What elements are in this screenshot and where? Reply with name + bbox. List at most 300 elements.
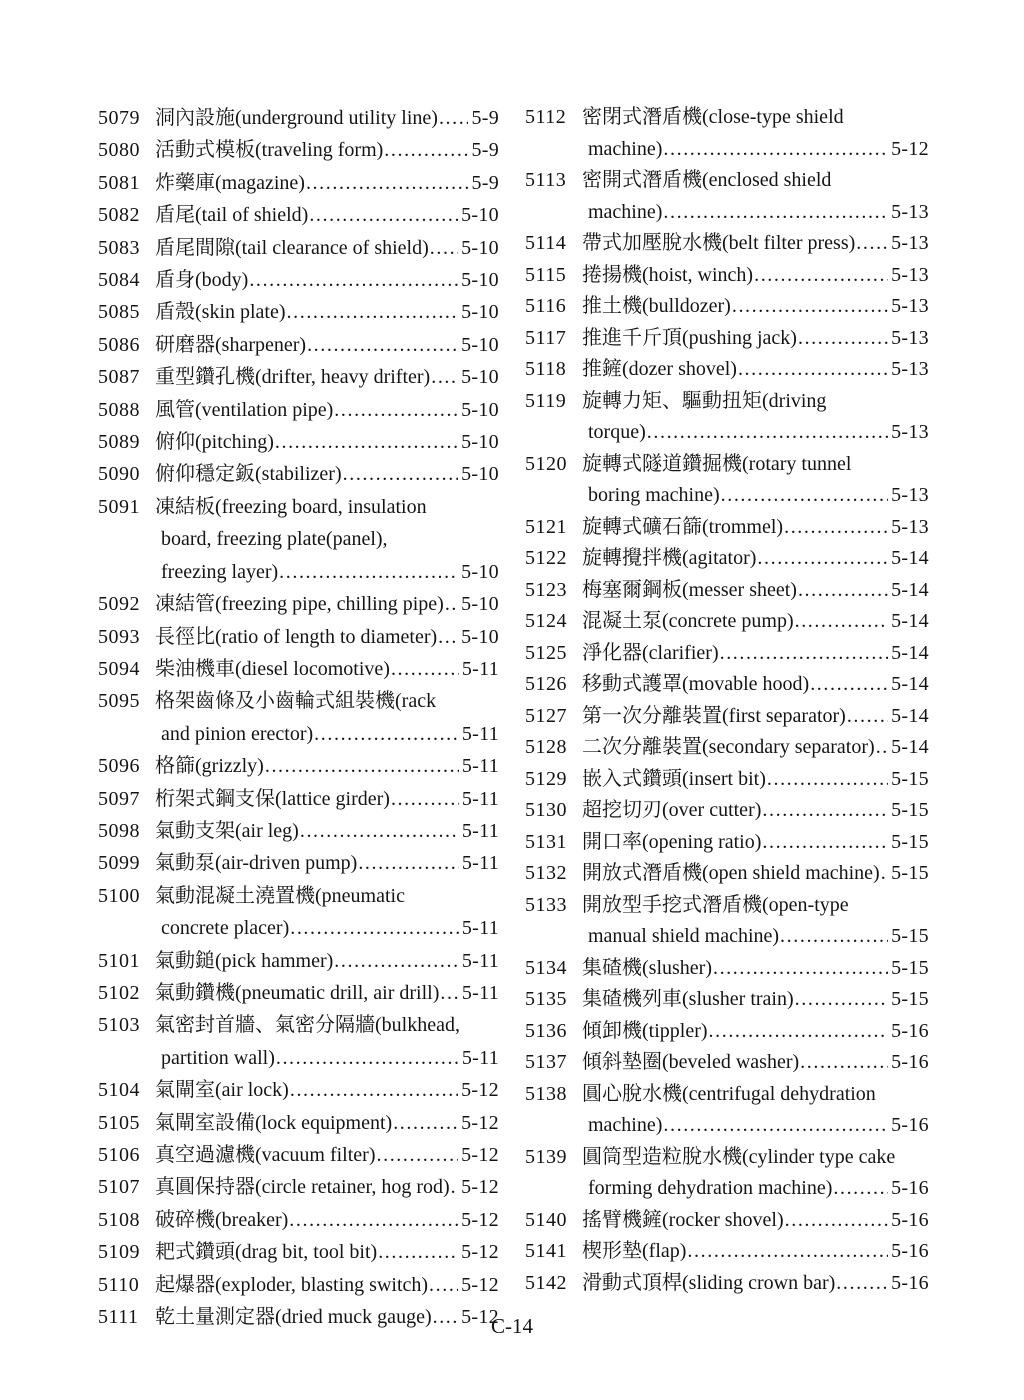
entry-number: 5092: [98, 593, 140, 616]
dot-leader: [836, 1268, 888, 1300]
dot-leader: [377, 1139, 459, 1171]
entry-number: 5110: [98, 1273, 140, 1296]
entry-line: [98, 264, 499, 296]
entry-line: [525, 102, 929, 134]
entry-term: 旋轉式隧道鑽掘機(rotary tunnel: [582, 452, 852, 475]
entry-term: 格架齒條及小齒輪式組裝機(rack: [155, 690, 437, 713]
entry-page-ref: 5-15: [891, 799, 929, 821]
entry-page-ref: 5-10: [461, 269, 499, 292]
entry-line: [525, 323, 929, 355]
entry-line: [525, 1110, 929, 1142]
entry-number: 5112: [525, 106, 567, 128]
entry-line: [98, 296, 499, 328]
index-entry: [525, 323, 929, 355]
dot-leader: [663, 134, 888, 166]
entry-term: and pinion erector): [161, 722, 314, 745]
page-number: C-14: [491, 1314, 533, 1338]
entry-term: 格篩(grizzly): [155, 755, 264, 778]
index-entry: [98, 685, 499, 750]
dot-leader: [430, 232, 458, 264]
dot-leader: [440, 977, 459, 1009]
dot-leader: [881, 858, 888, 890]
entry-term: 俯仰穩定鈑(stabilizer): [155, 463, 342, 486]
entry-number: 5081: [98, 171, 140, 194]
entry-term: 集碴機(slusher): [582, 956, 712, 979]
entry-line: [525, 795, 929, 827]
entry-number: 5132: [525, 862, 567, 884]
entry-line: [98, 977, 499, 1009]
entry-line: [98, 718, 499, 750]
entry-line: [98, 1171, 499, 1203]
index-entry: [98, 750, 499, 782]
entry-number: 5120: [525, 452, 567, 475]
entry-term: 桁架式鋼支保(lattice girder): [155, 787, 390, 810]
dot-leader: [334, 394, 458, 426]
entry-number: 5100: [98, 884, 140, 907]
entry-line: [525, 953, 929, 985]
entry-page-ref: 5-10: [461, 398, 499, 421]
entry-page-ref: 5-14: [891, 610, 929, 632]
entry-page-ref: 5-16: [891, 1240, 929, 1262]
entry-line: [525, 1047, 929, 1079]
entry-page-ref: 5-14: [891, 673, 929, 695]
entry-page-ref: 5-12: [891, 137, 929, 160]
entry-number: 5125: [525, 641, 567, 664]
index-entry: [98, 977, 499, 1009]
entry-term: 乾土量測定器(dried muck gauge): [155, 1306, 432, 1329]
entry-line: [98, 1139, 499, 1171]
dot-leader: [754, 260, 888, 292]
dot-leader: [785, 1205, 889, 1237]
dot-leader: [393, 1107, 458, 1139]
entry-line: [98, 458, 499, 490]
dot-leader: [439, 102, 469, 134]
entry-page-ref: 5-13: [891, 515, 929, 538]
entry-page-ref: 5-9: [471, 107, 499, 129]
dot-leader: [287, 296, 459, 328]
dot-leader: [762, 795, 888, 827]
index-entry: [525, 1142, 929, 1205]
entry-term: machine): [588, 137, 663, 160]
entry-number: 5140: [525, 1208, 567, 1231]
dot-leader: [780, 921, 888, 953]
entry-page-ref: 5-10: [461, 236, 499, 259]
entry-term: boring machine): [588, 484, 720, 506]
entry-page-ref: 5-9: [471, 171, 499, 194]
entry-line: [525, 449, 929, 481]
entry-number: 5108: [98, 1208, 140, 1231]
entry-page-ref: 5-13: [891, 200, 929, 223]
index-entry: [98, 394, 499, 426]
entry-line: [525, 921, 929, 953]
entry-number: 5115: [525, 263, 567, 286]
dot-leader: [798, 575, 888, 607]
index-entry: [98, 102, 499, 134]
entry-number: 5131: [525, 830, 567, 853]
entry-number: 5117: [525, 326, 567, 349]
entry-line: [98, 199, 499, 231]
entry-line: [98, 556, 499, 588]
dot-leader: [384, 134, 468, 166]
entry-page-ref: 5-12: [461, 1111, 499, 1134]
entry-term: 圓筒型造粒脫水機(cylinder type cake: [582, 1145, 896, 1168]
dot-leader: [833, 1173, 888, 1205]
entry-line: [98, 1042, 499, 1074]
entry-term: 氣密封首牆、氣密分隔牆(bulkhead,: [155, 1014, 460, 1037]
entry-page-ref: 5-16: [891, 1271, 929, 1294]
entry-page-ref: 5-13: [891, 326, 929, 349]
entry-term: 風管(ventilation pipe): [155, 398, 334, 421]
dot-leader: [856, 228, 888, 260]
dot-leader: [290, 1074, 458, 1106]
dot-leader: [249, 264, 458, 296]
entry-number: 5111: [98, 1306, 139, 1329]
entry-line: [525, 1079, 929, 1111]
entry-term: 盾殼(skin plate): [155, 301, 286, 324]
entry-line: [525, 1236, 929, 1268]
entry-page-ref: 5-11: [461, 917, 499, 940]
dot-leader: [663, 197, 888, 229]
dot-leader: [795, 606, 889, 638]
entry-page-ref: 5-9: [471, 139, 499, 162]
entry-line: [98, 167, 499, 199]
dot-leader: [445, 588, 458, 620]
index-entry: [525, 638, 929, 670]
entry-page-ref: 5-10: [461, 301, 499, 324]
entry-number: 5089: [98, 431, 140, 454]
index-entry: [98, 1204, 499, 1236]
entry-line: [525, 1142, 929, 1174]
index-entry: [98, 815, 499, 847]
entry-term: 洞內設施(underground utility line): [155, 107, 438, 129]
entry-line: [525, 858, 929, 890]
entry-number: 5102: [98, 981, 140, 1004]
entry-line: [98, 621, 499, 653]
entry-number: 5080: [98, 139, 140, 162]
entry-line: [98, 1236, 499, 1268]
entry-line: [98, 232, 499, 264]
entry-line: [98, 815, 499, 847]
entry-term: 移動式護罩(movable hood): [582, 673, 810, 695]
entry-number: 5123: [525, 578, 567, 601]
entry-line: [98, 880, 499, 912]
dot-leader: [767, 764, 888, 796]
entry-number: 5126: [525, 673, 567, 695]
entry-number: 5118: [525, 358, 567, 380]
index-entry: [525, 953, 929, 985]
entry-number: 5141: [525, 1240, 567, 1262]
dot-leader: [784, 512, 888, 544]
entry-page-ref: 5-12: [461, 1273, 499, 1296]
index-entry: [98, 458, 499, 490]
entry-page-ref: 5-12: [461, 1079, 499, 1102]
entry-term: machine): [588, 1114, 663, 1136]
entry-line: [525, 827, 929, 859]
index-entry: [525, 606, 929, 638]
entry-line: [525, 575, 929, 607]
index-entry: [525, 449, 929, 512]
entry-line: [525, 1268, 929, 1300]
entry-term: 盾尾(tail of shield): [155, 204, 309, 227]
entry-line: [525, 512, 929, 544]
entry-page-ref: 5-11: [461, 722, 499, 745]
entry-number: 5133: [525, 893, 567, 916]
entry-line: [525, 354, 929, 386]
dot-leader: [290, 912, 459, 944]
index-entry: [525, 1236, 929, 1268]
dot-leader: [429, 1269, 458, 1301]
entry-term: 梅塞爾鋼板(messer sheet): [582, 578, 797, 601]
index-entry: [525, 291, 929, 323]
entry-line: [98, 1074, 499, 1106]
entry-line: [525, 1205, 929, 1237]
entry-page-ref: 5-12: [461, 1306, 499, 1329]
entry-number: 5095: [98, 690, 140, 713]
entry-number: 5122: [525, 547, 567, 569]
entry-term: 淨化器(clarifier): [582, 641, 719, 664]
dot-leader: [800, 1047, 888, 1079]
dot-leader: [275, 426, 458, 458]
entry-line: [525, 291, 929, 323]
entry-page-ref: 5-11: [461, 787, 499, 810]
entry-line: [525, 890, 929, 922]
index-entry: [525, 1079, 929, 1142]
entry-number: 5094: [98, 657, 140, 680]
entry-number: 5128: [525, 736, 567, 758]
index-entry: [98, 232, 499, 264]
entry-term: 密開式潛盾機(enclosed shield: [582, 169, 832, 191]
entry-term: 氣閘室(air lock): [155, 1079, 289, 1102]
entry-term: 起爆器(exploder, blasting switch): [155, 1273, 429, 1296]
entry-term: 氣動混凝土澆置機(pneumatic: [155, 884, 405, 907]
entry-page-ref: 5-13: [891, 263, 929, 286]
index-entry: [525, 1268, 929, 1300]
entry-page-ref: 5-11: [461, 981, 499, 1004]
entry-page-ref: 5-10: [461, 463, 499, 486]
dot-leader: [795, 984, 888, 1016]
entry-term: 破碎機(breaker): [155, 1208, 289, 1231]
entry-term: 楔形墊(flap): [582, 1240, 687, 1262]
entry-line: [98, 426, 499, 458]
entry-term: 氣閘室設備(lock equipment): [155, 1111, 393, 1134]
index-entry: [525, 984, 929, 1016]
entry-line: [525, 638, 929, 670]
entry-term: 活動式模板(traveling form): [155, 139, 384, 162]
index-entry: [98, 945, 499, 977]
index-entry: [98, 199, 499, 231]
entry-line: [525, 1016, 929, 1048]
index-entry: [98, 296, 499, 328]
entry-page-ref: 5-12: [461, 1241, 499, 1264]
dot-leader: [762, 827, 888, 859]
entry-line: [98, 134, 499, 166]
index-entry: [525, 228, 929, 260]
entry-term: 柴油機車(diesel locomotive): [155, 657, 390, 680]
entry-page-ref: 5-16: [891, 1208, 929, 1231]
dot-leader: [289, 1204, 458, 1236]
index-entry: [98, 426, 499, 458]
entry-number: 5135: [525, 988, 567, 1010]
index-entry: [525, 890, 929, 953]
entry-line: [525, 669, 929, 701]
entry-number: 5098: [98, 819, 140, 842]
index-entry: [525, 858, 929, 890]
index-entry: [98, 1009, 499, 1074]
entry-page-ref: 5-16: [891, 1051, 929, 1073]
entry-number: 5109: [98, 1241, 140, 1264]
entry-term: 二次分離裝置(secondary separator): [582, 736, 875, 758]
entry-term: 氣動鎚(pick hammer): [155, 949, 334, 972]
entry-line: [525, 228, 929, 260]
dot-leader: [300, 815, 459, 847]
entry-number: 5104: [98, 1079, 140, 1102]
entry-page-ref: 5-14: [891, 547, 929, 569]
dot-leader: [732, 291, 888, 323]
entry-line: [98, 847, 499, 879]
entry-term: machine): [588, 200, 663, 223]
entry-page-ref: 5-10: [461, 333, 499, 356]
dot-leader: [847, 701, 888, 733]
entry-line: [525, 417, 929, 449]
entry-number: 5088: [98, 398, 140, 421]
dot-leader: [358, 847, 459, 879]
dot-leader: [810, 669, 888, 701]
index-entry: [98, 880, 499, 945]
index-entry: [98, 621, 499, 653]
entry-term: 推土機(bulldozer): [582, 295, 731, 317]
entry-term: 真圓保持器(circle retainer, hog rod): [155, 1176, 450, 1199]
entry-term: 開口率(opening ratio): [582, 830, 762, 853]
entry-number: 5137: [525, 1051, 567, 1073]
entry-page-ref: 5-10: [461, 431, 499, 454]
entry-line: [98, 1107, 499, 1139]
entry-number: 5113: [525, 169, 567, 191]
index-entry: [98, 1269, 499, 1301]
entry-number: 5124: [525, 610, 567, 632]
entry-page-ref: 5-16: [891, 1019, 929, 1042]
entry-term: 重型鑽孔機(drifter, heavy drifter): [155, 366, 431, 389]
entry-number: 5103: [98, 1014, 140, 1037]
entry-page-ref: 5-10: [461, 366, 499, 389]
entry-term: board, freezing plate(panel),: [161, 528, 388, 551]
entry-line: [98, 394, 499, 426]
entry-page-ref: 5-15: [891, 830, 929, 853]
dot-leader: [314, 718, 459, 750]
index-entry: [525, 165, 929, 228]
entry-number: 5083: [98, 236, 140, 259]
entry-line: [525, 1173, 929, 1205]
index-entry: [525, 764, 929, 796]
entry-number: 5138: [525, 1082, 567, 1105]
entry-term: 盾尾間隙(tail clearance of shield): [155, 236, 429, 259]
entry-page-ref: 5-14: [891, 578, 929, 601]
entry-page-ref: 5-16: [891, 1114, 929, 1136]
entry-term: concrete placer): [161, 917, 290, 940]
dot-leader: [378, 1236, 458, 1268]
entry-term: 俯仰(pitching): [155, 431, 274, 454]
entry-page-ref: 5-10: [461, 204, 499, 227]
index-entry: [98, 329, 499, 361]
index-entry: [98, 1074, 499, 1106]
entry-number: 5101: [98, 949, 140, 972]
entry-term: 推鏟(dozer shovel): [582, 358, 737, 380]
entry-line: [98, 523, 499, 555]
entry-term: 帶式加壓脫水機(belt filter press): [582, 232, 856, 254]
index-entry: [525, 386, 929, 449]
entry-number: 5116: [525, 295, 567, 317]
entry-page-ref: 5-11: [461, 949, 499, 972]
entry-line: [98, 1009, 499, 1041]
dot-leader: [709, 1016, 889, 1048]
index-entry: [98, 264, 499, 296]
index-column-left: [98, 102, 499, 1333]
entry-number: 5093: [98, 625, 140, 648]
index-entry: [525, 795, 929, 827]
entry-number: 5114: [525, 232, 567, 254]
entry-page-ref: 5-11: [461, 819, 499, 842]
entry-number: 5136: [525, 1019, 567, 1042]
entry-line: [525, 386, 929, 418]
entry-line: [98, 102, 499, 134]
dot-leader: [307, 329, 458, 361]
dot-leader: [309, 199, 458, 231]
index-entry: [98, 783, 499, 815]
dot-leader: [647, 417, 888, 449]
entry-page-ref: 5-11: [461, 755, 499, 778]
entry-line: [98, 912, 499, 944]
entry-number: 5091: [98, 495, 140, 518]
index-entry: [525, 575, 929, 607]
dot-leader: [721, 480, 889, 512]
dot-leader: [391, 653, 459, 685]
entry-number: 5090: [98, 463, 140, 486]
entry-term: 氣動鑽機(pneumatic drill, air drill): [155, 981, 440, 1004]
index-entry: [525, 1205, 929, 1237]
entry-number: 5139: [525, 1145, 567, 1168]
entry-term: forming dehydration machine): [588, 1177, 833, 1199]
entry-line: [98, 329, 499, 361]
entry-page-ref: 5-15: [891, 767, 929, 790]
entry-term: 混凝土泵(concrete pump): [582, 610, 794, 632]
entry-number: 5082: [98, 204, 140, 227]
entry-term: 氣動支架(air leg): [155, 819, 299, 842]
entry-term: 搖臂機鏟(rocker shovel): [582, 1208, 784, 1231]
index-entry: [525, 827, 929, 859]
index-entry: [98, 1171, 499, 1203]
entry-term: 推進千斤頂(pushing jack): [582, 326, 797, 349]
entry-page-ref: 5-12: [461, 1176, 499, 1199]
index-entry: [525, 543, 929, 575]
entry-line: [98, 783, 499, 815]
entry-page-ref: 5-15: [891, 862, 929, 884]
entry-term: freezing layer): [161, 560, 279, 583]
entry-number: 5119: [525, 389, 567, 412]
entry-line: [525, 134, 929, 166]
entry-number: 5099: [98, 852, 140, 875]
entry-term: 長徑比(ratio of length to diameter): [155, 625, 438, 648]
entry-number: 5127: [525, 704, 567, 727]
dot-leader: [438, 621, 458, 653]
entry-term: 傾卸機(tippler): [582, 1019, 708, 1042]
entry-term: 超挖切刃(over cutter): [582, 799, 762, 821]
entry-number: 5142: [525, 1271, 567, 1294]
entry-page-ref: 5-13: [891, 232, 929, 254]
entry-number: 5084: [98, 269, 140, 292]
entry-term: 第一次分離裝置(first separator): [582, 704, 846, 727]
dot-leader: [798, 323, 888, 355]
entry-line: [98, 750, 499, 782]
entry-term: 滑動式頂桿(sliding crown bar): [582, 1271, 836, 1294]
